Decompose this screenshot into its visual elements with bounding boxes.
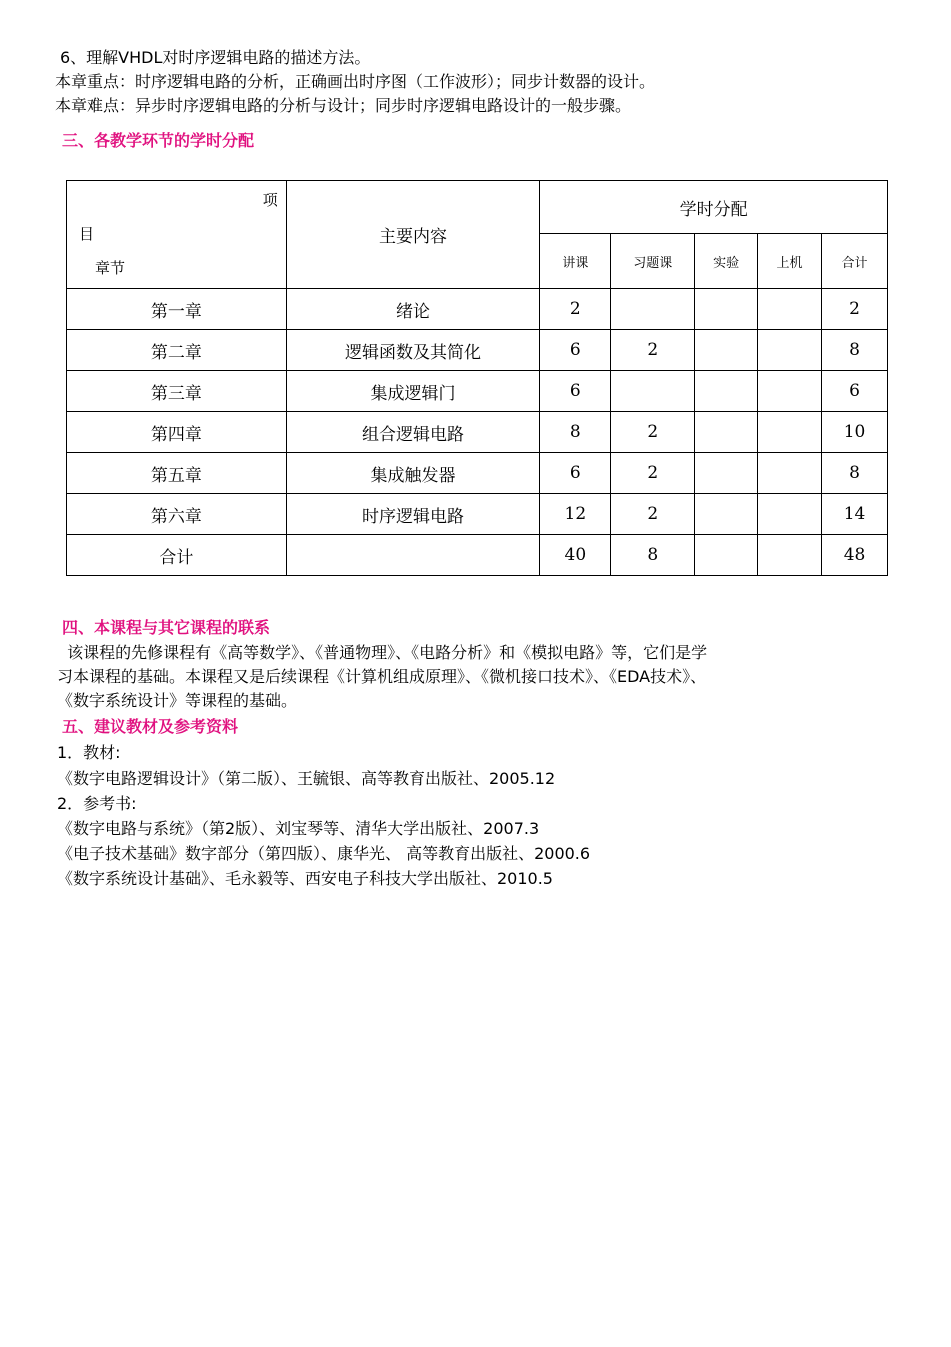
- cell-lab: [695, 453, 758, 494]
- cell-exercise: 2: [611, 412, 695, 453]
- cell-lecture: 2: [540, 289, 611, 330]
- table-row: [67, 330, 888, 371]
- cell-lecture: 6: [540, 330, 611, 371]
- cell-content: 集成逻辑门: [286, 371, 540, 412]
- cell-chapter: 第五章: [67, 453, 287, 494]
- cell-computer: [758, 412, 822, 453]
- reference-entry: 《数字系统设计基础》、毛永毅等、西安电子科技大学出版社、2010.5: [57, 869, 553, 888]
- cell-computer: [758, 289, 822, 330]
- cell-computer: [758, 535, 822, 576]
- cell-content: 时序逻辑电路: [286, 494, 540, 535]
- cell-lecture: 8: [540, 412, 611, 453]
- cell-content: 绪论: [286, 289, 540, 330]
- content-header: 主要内容: [286, 181, 540, 289]
- cell-chapter: 第六章: [67, 494, 287, 535]
- cell-lab: [695, 330, 758, 371]
- table-total-row: [67, 535, 888, 576]
- cell-content: 集成触发器: [286, 453, 540, 494]
- cell-exercise: [611, 289, 695, 330]
- section4-para-line-1: 该课程的先修课程有《高等数学》、《普通物理》、《电路分析》和《模拟电路》等，它们是学: [57, 643, 708, 662]
- cell-computer: [758, 494, 822, 535]
- reference-entry: 《数字电路与系统》（第2版）、刘宝琴等、清华大学出版社、2007.3: [57, 819, 540, 838]
- textbook-label: 1．教材:: [57, 743, 121, 762]
- cell-lab: [695, 412, 758, 453]
- hours-allocation-table: [66, 180, 888, 576]
- chapter-difficulties: 本章难点：异步时序逻辑电路的分析与设计；同步时序逻辑电路设计的一般步骤。: [55, 96, 632, 115]
- hours-header: 学时分配: [540, 181, 888, 234]
- cell-content: [286, 535, 540, 576]
- cell-total: 10: [822, 412, 888, 453]
- table-row: [67, 494, 888, 535]
- corner-label-chapter: 章节: [95, 259, 126, 277]
- cell-lab: [695, 494, 758, 535]
- cell-lab: [695, 289, 758, 330]
- cell-lab: [695, 371, 758, 412]
- references-label: 2．参考书:: [57, 794, 137, 813]
- subheader-lecture: 讲课: [540, 234, 611, 289]
- cell-total: 2: [822, 289, 888, 330]
- cell-lecture: 6: [540, 371, 611, 412]
- cell-exercise: 2: [611, 330, 695, 371]
- diagonal-header-cell: [67, 181, 287, 289]
- cell-lecture: 6: [540, 453, 611, 494]
- cell-exercise: 8: [611, 535, 695, 576]
- cell-content: 逻辑函数及其简化: [286, 330, 540, 371]
- cell-computer: [758, 453, 822, 494]
- cell-lab: [695, 535, 758, 576]
- table-row: [67, 453, 888, 494]
- corner-label-mu: 目: [79, 225, 95, 243]
- section3-heading: 三、各教学环节的学时分配: [62, 131, 255, 150]
- corner-label-item: 项: [262, 191, 278, 209]
- cell-chapter: 第一章: [67, 289, 287, 330]
- table-row: [67, 371, 888, 412]
- subheader-total: 合计: [822, 234, 888, 289]
- cell-chapter: 第二章: [67, 330, 287, 371]
- cell-total: 14: [822, 494, 888, 535]
- cell-total: 8: [822, 453, 888, 494]
- subheader-lab: 实验: [695, 234, 758, 289]
- subheader-computer: 上机: [758, 234, 822, 289]
- section4-para-line-3: 《数字系统设计》等课程的基础。: [57, 691, 298, 710]
- cell-lecture: 12: [540, 494, 611, 535]
- objective-item-6: 6、理解VHDL对时序逻辑电路的描述方法。: [60, 48, 371, 67]
- cell-total: 6: [822, 371, 888, 412]
- table-row: [67, 289, 888, 330]
- chapter-key-points: 本章重点：时序逻辑电路的分析，正确画出时序图（工作波形）；同步计数器的设计。: [55, 72, 656, 91]
- cell-computer: [758, 330, 822, 371]
- cell-chapter: 第四章: [67, 412, 287, 453]
- cell-total: 48: [822, 535, 888, 576]
- cell-exercise: 2: [611, 453, 695, 494]
- section5-heading: 五、建议教材及参考资料: [62, 717, 239, 736]
- cell-exercise: [611, 371, 695, 412]
- section4-heading: 四、本课程与其它课程的联系: [62, 618, 271, 637]
- reference-entry: 《电子技术基础》数字部分（第四版）、康华光、 高等教育出版社、2000.6: [57, 844, 591, 863]
- cell-chapter: 合计: [67, 535, 287, 576]
- cell-lecture: 40: [540, 535, 611, 576]
- section4-para-line-2: 习本课程的基础。本课程又是后续课程《计算机组成原理》、《微机接口技术》、《EDA技术》、: [57, 667, 707, 686]
- cell-chapter: 第三章: [67, 371, 287, 412]
- table-row: [67, 412, 888, 453]
- cell-total: 8: [822, 330, 888, 371]
- cell-computer: [758, 371, 822, 412]
- cell-content: 组合逻辑电路: [286, 412, 540, 453]
- subheader-exercise: 习题课: [611, 234, 695, 289]
- cell-exercise: 2: [611, 494, 695, 535]
- table-header-row: [67, 181, 888, 234]
- textbook-entry: 《数字电路逻辑设计》（第二版）、王毓银、高等教育出版社、2005.12: [57, 769, 556, 788]
